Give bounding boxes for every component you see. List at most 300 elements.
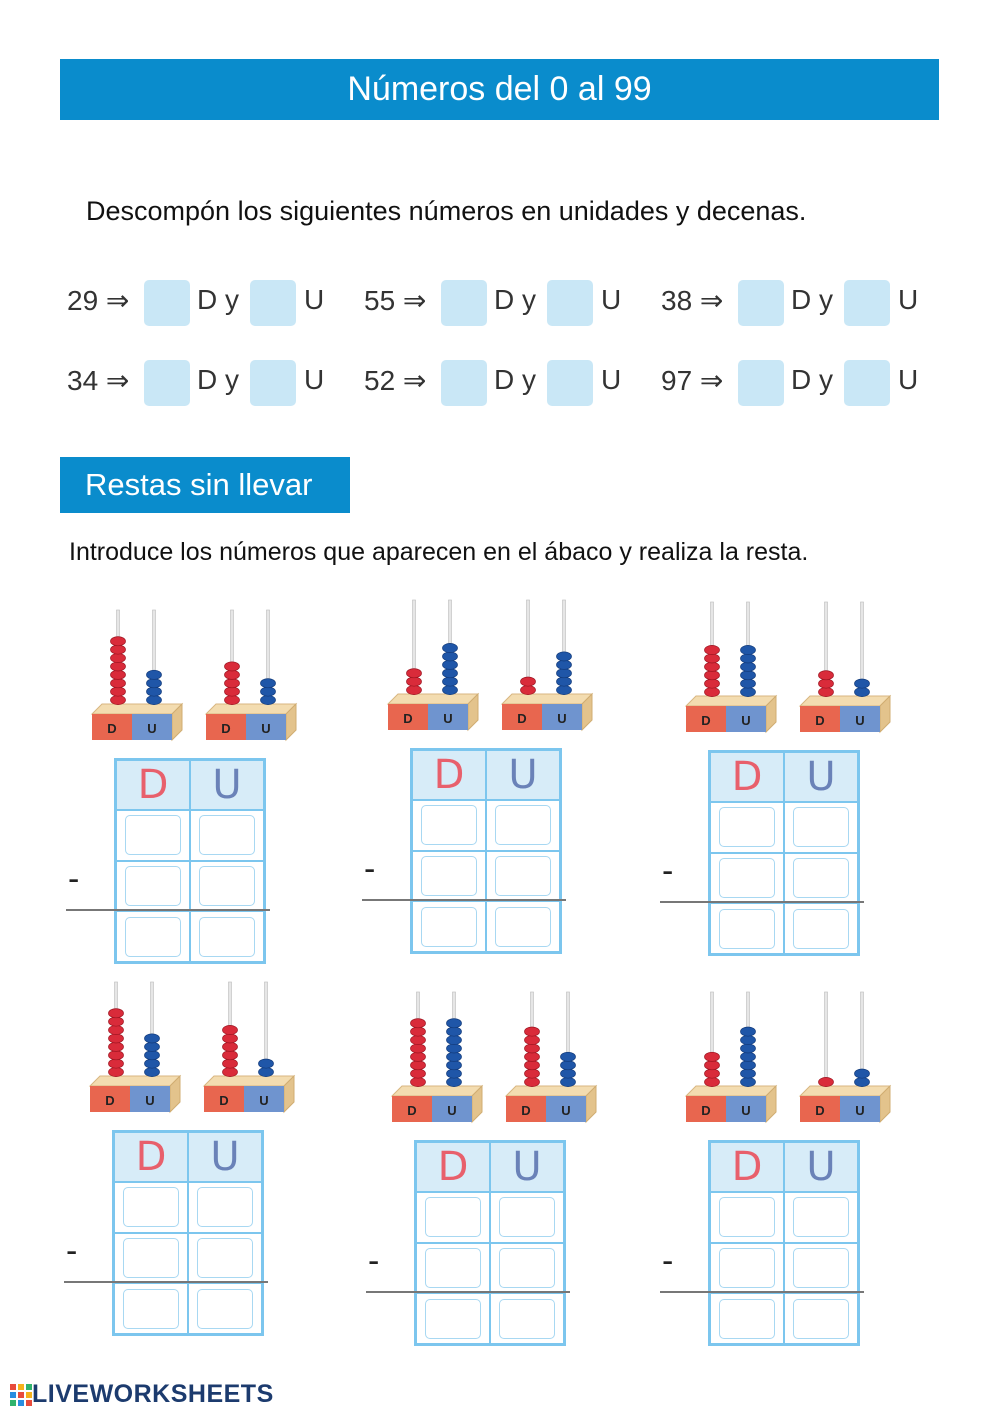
abacus-pair (684, 600, 924, 740)
subtrahend-tens-cell (412, 851, 486, 902)
abacus-u-label: U (855, 1103, 865, 1118)
minus-sign: - (364, 850, 376, 888)
minuend-tens-cell (710, 1192, 784, 1243)
sum-line (366, 1291, 570, 1293)
subtrahend-tens-input[interactable] (425, 1248, 481, 1288)
subtrahend-units-cell (486, 851, 560, 902)
minuend-units-cell (486, 800, 560, 851)
column-header-d: D (116, 760, 190, 810)
units-bead (259, 1067, 274, 1076)
abacus-base-top (502, 694, 592, 704)
abacus-u-label: U (557, 711, 567, 726)
tens-bead (225, 670, 240, 679)
abacus-base-top (92, 704, 182, 714)
tens-bead (111, 645, 126, 654)
number-label: 29 ⇒ (67, 285, 130, 316)
tens-bead (705, 1077, 720, 1086)
result-tens-cell (412, 901, 486, 952)
units-bead (447, 1044, 462, 1053)
units-bead (741, 645, 756, 654)
abacus-d-label: D (219, 1093, 229, 1108)
instruction-decompose: Descompón los siguientes números en unidades y decenas. (86, 196, 807, 226)
tens-bead (411, 1027, 426, 1036)
abacus-base-top (90, 1076, 180, 1086)
du-grid (112, 1130, 264, 1336)
result-units-input[interactable] (197, 1289, 253, 1329)
sum-line (660, 1291, 864, 1293)
du-grid (414, 1140, 566, 1346)
minuend-tens-cell (412, 800, 486, 851)
units-bead (557, 677, 572, 686)
abacus-pair (90, 608, 330, 748)
minuend-tens-input[interactable] (425, 1197, 481, 1237)
tens-bead (407, 685, 422, 694)
abacus (204, 982, 294, 1112)
minuend-tens-input[interactable] (421, 805, 477, 845)
tens-bead (819, 671, 834, 680)
sum-line (64, 1281, 268, 1283)
units-bead (741, 671, 756, 680)
column-header-d: D (710, 752, 784, 802)
minuend-units-input[interactable] (495, 805, 551, 845)
minuend-units-cell (784, 1192, 858, 1243)
tens-bead (411, 1019, 426, 1028)
result-tens-cell (710, 903, 784, 954)
tens-label: D y (197, 284, 239, 315)
exercise-row (0, 360, 1000, 410)
abacus-base-top (686, 696, 776, 706)
abacus-u-label: U (259, 1093, 269, 1108)
page-title (60, 59, 939, 120)
tens-bead (705, 662, 720, 671)
units-bead (447, 1035, 462, 1044)
tens-input[interactable] (144, 360, 190, 406)
minuend-units-input[interactable] (197, 1187, 253, 1227)
tens-bead (109, 1067, 124, 1076)
units-bead (561, 1061, 576, 1070)
units-bead (261, 687, 276, 696)
number-label: 97 ⇒ (661, 365, 724, 396)
section-title: Restas sin llevar (85, 467, 313, 502)
result-units-input[interactable] (499, 1299, 555, 1339)
column-header-u: U (486, 750, 560, 800)
abacus-d-label: D (403, 711, 413, 726)
subtrahend-units-input[interactable] (199, 866, 255, 906)
minuend-units-input[interactable] (199, 815, 255, 855)
tens-bead (111, 679, 126, 688)
units-bead (443, 669, 458, 678)
result-units-input[interactable] (793, 909, 849, 949)
result-units-cell (486, 901, 560, 952)
units-bead (147, 670, 162, 679)
tens-bead (109, 1051, 124, 1060)
units-input[interactable] (844, 280, 890, 326)
number-label: 38 ⇒ (661, 285, 724, 316)
tens-bead (525, 1052, 540, 1061)
subtraction-problem (60, 980, 300, 1350)
units-bead (741, 1027, 756, 1036)
abacus-u-label: U (147, 721, 157, 736)
tens-bead (411, 1035, 426, 1044)
units-bead (447, 1052, 462, 1061)
tens-bead (525, 1061, 540, 1070)
column-header-d: D (710, 1142, 784, 1192)
abacus-u-label: U (145, 1093, 155, 1108)
minuend-units-cell (188, 1182, 262, 1233)
abacus (506, 992, 596, 1122)
units-bead (855, 1069, 870, 1078)
column-header-d: D (412, 750, 486, 800)
tens-bead (109, 1025, 124, 1034)
abacus-d-label: D (815, 1103, 825, 1118)
column-header-u: U (190, 760, 264, 810)
subtrahend-units-input[interactable] (197, 1238, 253, 1278)
column-header-u: U (784, 752, 858, 802)
tens-label: D y (791, 364, 833, 395)
logo-icon (10, 1384, 32, 1406)
subtrahend-tens-input[interactable] (421, 856, 477, 896)
tens-bead (407, 669, 422, 678)
units-bead (145, 1034, 160, 1043)
sum-line (362, 899, 566, 901)
minuend-units-cell (190, 810, 264, 861)
subtrahend-tens-cell (710, 853, 784, 904)
page-title-text: Números del 0 al 99 (347, 70, 652, 108)
result-tens-input[interactable] (421, 907, 477, 947)
abacus-pair (390, 990, 630, 1130)
abacus-base-top (506, 1086, 596, 1096)
subtrahend-tens-cell (116, 861, 190, 912)
abacus-d-label: D (221, 721, 231, 736)
tens-bead (411, 1077, 426, 1086)
result-units-input[interactable] (793, 1299, 849, 1339)
du-grid (708, 750, 860, 956)
abacus-pair (88, 980, 328, 1120)
tens-bead (521, 677, 536, 686)
subtrahend-tens-input[interactable] (125, 866, 181, 906)
subtrahend-tens-input[interactable] (719, 858, 775, 898)
units-bead (447, 1061, 462, 1070)
units-bead (447, 1027, 462, 1036)
units-bead (447, 1069, 462, 1078)
minuend-tens-input[interactable] (719, 807, 775, 847)
result-tens-cell (710, 1293, 784, 1344)
result-tens-cell (416, 1293, 490, 1344)
tens-input[interactable] (738, 360, 784, 406)
minuend-units-input[interactable] (793, 807, 849, 847)
units-bead (145, 1059, 160, 1068)
abacus (686, 992, 776, 1122)
minus-sign: - (662, 1242, 674, 1280)
tens-input[interactable] (738, 280, 784, 326)
units-bead (741, 1035, 756, 1044)
result-units-cell (784, 903, 858, 954)
tens-bead (705, 687, 720, 696)
minus-sign: - (368, 1242, 380, 1280)
units-bead (145, 1051, 160, 1060)
column-header-u: U (784, 1142, 858, 1192)
units-bead (557, 652, 572, 661)
units-label: U (304, 284, 325, 315)
number-label: 52 ⇒ (364, 365, 427, 396)
tens-bead (521, 685, 536, 694)
tens-input[interactable] (441, 280, 487, 326)
tens-bead (109, 1059, 124, 1068)
du-grid (708, 1140, 860, 1346)
abacus-u-label: U (443, 711, 453, 726)
tens-bead (223, 1034, 238, 1043)
column-header-u: U (188, 1132, 262, 1182)
abacus (686, 602, 776, 732)
units-bead (741, 1061, 756, 1070)
tens-bead (225, 662, 240, 671)
tens-bead (411, 1061, 426, 1070)
tens-bead (223, 1042, 238, 1051)
result-units-cell (188, 1283, 262, 1334)
units-bead (145, 1067, 160, 1076)
abacus-u-label: U (741, 713, 751, 728)
units-bead (447, 1077, 462, 1086)
units-bead (561, 1052, 576, 1061)
tens-bead (225, 695, 240, 704)
units-bead (741, 1069, 756, 1078)
tens-bead (407, 677, 422, 686)
units-bead (443, 685, 458, 694)
units-bead (741, 1052, 756, 1061)
units-bead (741, 654, 756, 663)
subtrahend-tens-input[interactable] (123, 1238, 179, 1278)
footer-logo (10, 1380, 274, 1409)
units-input[interactable] (844, 360, 890, 406)
tens-label: D y (494, 284, 536, 315)
abacus-d-label: D (701, 1103, 711, 1118)
abacus (388, 600, 478, 730)
abacus-u-label: U (261, 721, 271, 736)
result-tens-input[interactable] (123, 1289, 179, 1329)
subtrahend-units-input[interactable] (793, 1248, 849, 1288)
subtrahend-units-input[interactable] (499, 1248, 555, 1288)
units-bead (145, 1042, 160, 1051)
abacus (800, 602, 890, 732)
abacus (92, 610, 182, 740)
units-label: U (898, 284, 919, 315)
abacus-pair (386, 598, 626, 738)
du-grid (114, 758, 266, 964)
subtraction-problem (358, 598, 598, 968)
tens-bead (111, 670, 126, 679)
abacus-d-label: D (701, 713, 711, 728)
footer-text: LIVEWORKSHEETS (32, 1380, 274, 1408)
units-label: U (601, 284, 622, 315)
column-header-d: D (416, 1142, 490, 1192)
units-bead (557, 685, 572, 694)
sum-line (66, 909, 270, 911)
units-input[interactable] (250, 360, 296, 406)
result-units-cell (190, 911, 264, 962)
units-bead (741, 687, 756, 696)
abacus-d-label: D (107, 721, 117, 736)
du-grid (410, 748, 562, 954)
tens-bead (109, 1034, 124, 1043)
units-bead (259, 1059, 274, 1068)
tens-bead (705, 1061, 720, 1070)
abacus-base-top (800, 1086, 890, 1096)
abacus-base-top (206, 704, 296, 714)
tens-bead (111, 662, 126, 671)
tens-label: D y (494, 364, 536, 395)
units-bead (447, 1019, 462, 1028)
exercise-row (0, 280, 1000, 330)
units-bead (261, 679, 276, 688)
tens-bead (111, 637, 126, 646)
units-bead (147, 679, 162, 688)
tens-bead (819, 679, 834, 688)
subtrahend-tens-input[interactable] (719, 1248, 775, 1288)
result-tens-input[interactable] (719, 1299, 775, 1339)
result-units-input[interactable] (199, 917, 255, 957)
tens-bead (411, 1044, 426, 1053)
tens-input[interactable] (441, 360, 487, 406)
units-input[interactable] (547, 280, 593, 326)
section-title-bar (60, 457, 350, 513)
subtraction-problem (362, 990, 602, 1360)
tens-bead (705, 1052, 720, 1061)
tens-bead (225, 687, 240, 696)
result-tens-cell (114, 1283, 188, 1334)
minuend-tens-input[interactable] (719, 1197, 775, 1237)
tens-bead (411, 1052, 426, 1061)
minuend-tens-cell (114, 1182, 188, 1233)
result-tens-input[interactable] (125, 917, 181, 957)
tens-bead (411, 1069, 426, 1078)
subtraction-problem (656, 600, 896, 970)
tens-bead (111, 653, 126, 662)
subtrahend-tens-cell (416, 1243, 490, 1294)
units-bead (741, 679, 756, 688)
tens-bead (223, 1025, 238, 1034)
tens-bead (111, 687, 126, 696)
subtrahend-units-cell (188, 1233, 262, 1284)
units-input[interactable] (547, 360, 593, 406)
units-bead (443, 660, 458, 669)
tens-bead (109, 1009, 124, 1018)
units-bead (147, 695, 162, 704)
column-header-d: D (114, 1132, 188, 1182)
abacus-u-label: U (855, 713, 865, 728)
result-tens-input[interactable] (425, 1299, 481, 1339)
tens-bead (705, 654, 720, 663)
units-bead (557, 669, 572, 678)
tens-bead (525, 1069, 540, 1078)
abacus-d-label: D (407, 1103, 417, 1118)
result-units-input[interactable] (495, 907, 551, 947)
tens-bead (223, 1059, 238, 1068)
abacus-base-top (800, 696, 890, 706)
units-bead (443, 643, 458, 652)
abacus-d-label: D (815, 713, 825, 728)
units-label: U (601, 364, 622, 395)
tens-input[interactable] (144, 280, 190, 326)
abacus-d-label: D (105, 1093, 115, 1108)
abacus-d-label: D (517, 711, 527, 726)
tens-bead (223, 1051, 238, 1060)
minus-sign: - (68, 860, 80, 898)
tens-bead (705, 1069, 720, 1078)
minuend-units-input[interactable] (793, 1197, 849, 1237)
units-bead (261, 695, 276, 704)
minus-sign: - (66, 1232, 78, 1270)
tens-bead (819, 687, 834, 696)
minuend-tens-input[interactable] (125, 815, 181, 855)
units-bead (557, 660, 572, 669)
tens-bead (225, 679, 240, 688)
units-bead (443, 652, 458, 661)
units-bead (855, 687, 870, 696)
minuend-tens-cell (116, 810, 190, 861)
units-input[interactable] (250, 280, 296, 326)
units-bead (855, 1077, 870, 1086)
abacus (392, 992, 482, 1122)
tens-bead (109, 1017, 124, 1026)
number-label: 34 ⇒ (67, 365, 130, 396)
subtrahend-units-cell (784, 853, 858, 904)
subtrahend-tens-cell (710, 1243, 784, 1294)
subtrahend-units-input[interactable] (793, 858, 849, 898)
subtrahend-units-cell (190, 861, 264, 912)
abacus (206, 610, 296, 740)
result-tens-cell (116, 911, 190, 962)
minuend-tens-cell (710, 802, 784, 853)
instruction-subtraction: Introduce los números que aparecen en el ábaco y realiza la resta. (69, 538, 809, 566)
tens-bead (819, 1077, 834, 1086)
tens-bead (111, 695, 126, 704)
tens-bead (525, 1035, 540, 1044)
result-tens-input[interactable] (719, 909, 775, 949)
sum-line (660, 901, 864, 903)
subtrahend-units-input[interactable] (495, 856, 551, 896)
minuend-units-cell (490, 1192, 564, 1243)
tens-bead (525, 1027, 540, 1036)
units-bead (561, 1069, 576, 1078)
minuend-units-cell (784, 802, 858, 853)
tens-bead (223, 1067, 238, 1076)
tens-bead (705, 671, 720, 680)
subtraction-problem (62, 608, 302, 978)
abacus (502, 600, 592, 730)
abacus-u-label: U (447, 1103, 457, 1118)
units-bead (741, 1044, 756, 1053)
tens-label: D y (197, 364, 239, 395)
abacus-u-label: U (561, 1103, 571, 1118)
result-units-cell (490, 1293, 564, 1344)
abacus-base-top (392, 1086, 482, 1096)
number-label: 55 ⇒ (364, 285, 427, 316)
result-units-cell (784, 1293, 858, 1344)
subtraction-problem (656, 990, 896, 1360)
abacus (800, 992, 890, 1122)
units-label: U (304, 364, 325, 395)
column-header-u: U (490, 1142, 564, 1192)
subtrahend-tens-cell (114, 1233, 188, 1284)
abacus-base-top (204, 1076, 294, 1086)
minuend-units-input[interactable] (499, 1197, 555, 1237)
minuend-tens-input[interactable] (123, 1187, 179, 1227)
units-bead (855, 679, 870, 688)
tens-bead (525, 1044, 540, 1053)
abacus-u-label: U (741, 1103, 751, 1118)
abacus-pair (684, 990, 924, 1130)
tens-bead (109, 1042, 124, 1051)
